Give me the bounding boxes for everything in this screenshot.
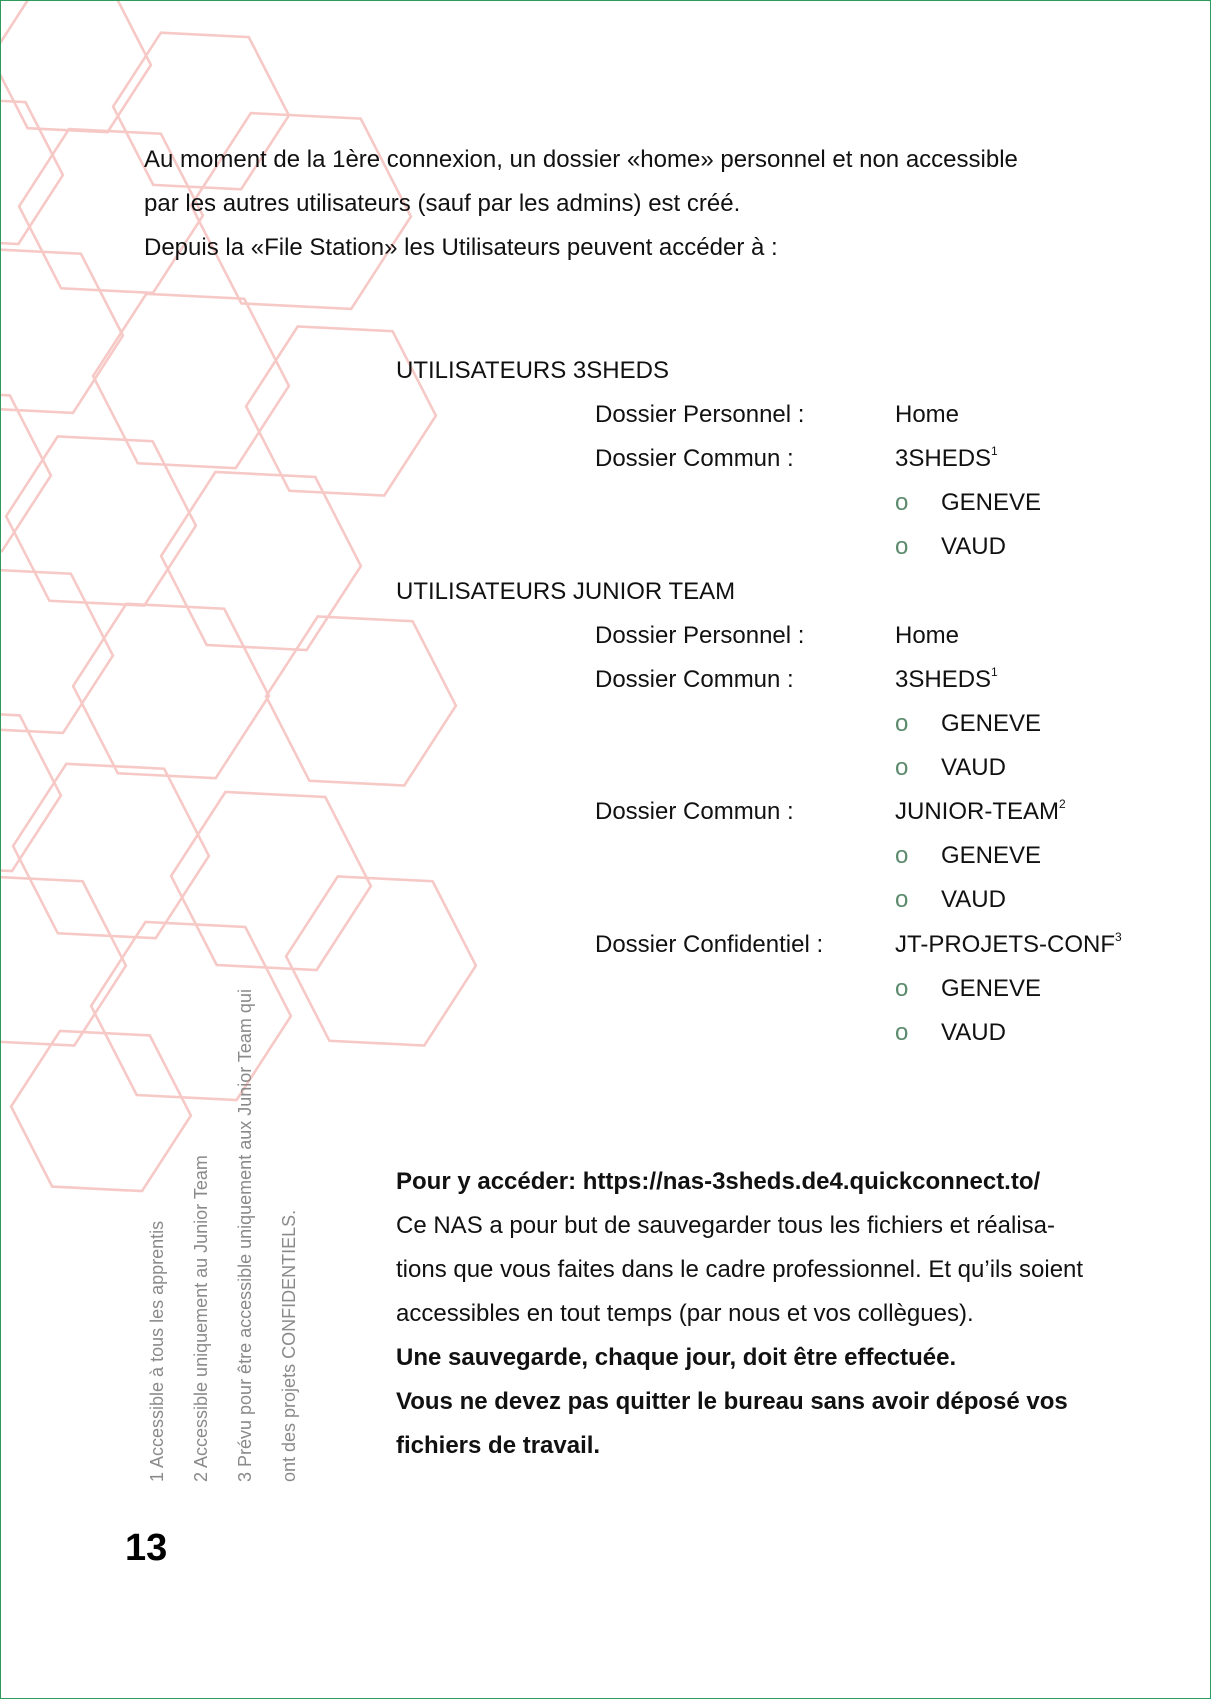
row-label: Dossier Commun : [595,798,794,825]
row-label: Dossier Commun : [595,666,794,693]
bullet-marker: o [895,710,909,737]
section-title-junior-team: UTILISATEURS JUNIOR TEAM [396,578,736,605]
bullet-marker: o [895,842,909,869]
hexagon-outline [171,792,371,970]
row-value: JUNIOR-TEAM$^2$ [895,797,1066,825]
row-value: 3SHEDS$^1$ [895,444,998,472]
hexagon-outline [93,294,289,468]
footnote: 3 Prévu pour être accessible uniquement aux Junior Team qui [235,989,255,1482]
access-link-line: Pour y accéder: https://nas-3sheds.de4.quickconnect.to/ [396,1168,1041,1195]
bullet-marker: o [895,1019,909,1046]
access-desc-line: accessibles en tout temps (par nous et vos collègues). [396,1300,974,1327]
access-desc-line: Ce NAS a pour but de sauvegarder tous les fichiers et réalisa- [396,1212,1056,1239]
bullet-item: VAUD [941,754,1006,781]
bullet-item: GENEVE [941,489,1042,516]
access-warning-line: fichiers de travail. [396,1432,601,1459]
row-label: Dossier Personnel : [595,401,805,428]
access-warning-line: Une sauvegarde, chaque jour, doit être effectuée. [396,1344,957,1371]
page-number: 13 [125,1527,168,1569]
footnote-ref: 3 [1115,930,1122,944]
footnote-ref: 1 [991,665,998,679]
row-label: Dossier Confidentiel : [595,931,824,958]
footnote: ont des projets CONFIDENTIELS. [279,1209,299,1482]
hexagon-outline [1,98,63,244]
footnote-ref: 1 [991,444,998,458]
row-value: JT-PROJETS-CONF$^3$ [895,930,1122,958]
row-label: Dossier Commun : [595,445,794,472]
row-value: Home [895,401,960,428]
section-title-3sheds: UTILISATEURS 3SHEDS [396,357,669,384]
hexagon-outline [1,249,123,413]
bullet-marker: o [895,886,909,913]
intro-line: par les autres utilisateurs (sauf par les admins) est créé. [144,190,741,217]
access-desc-line: tions que vous faites dans le cadre professionnel. Et qu’ils soient [396,1256,1084,1283]
intro-line: Au moment de la 1ère connexion, un dossier «home» personnel et non accessible [144,146,1018,173]
hexagon-outline [6,437,196,606]
row-label: Dossier Personnel : [595,622,805,649]
footnote-ref: 2 [1059,797,1066,811]
bullet-item: VAUD [941,886,1006,913]
bullet-item: GENEVE [941,842,1042,869]
hexagon-outline [1,711,61,871]
hexagon-outline [1,391,51,551]
hexagon-outline [266,617,456,786]
intro-paragraph [144,138,1018,270]
footnote: 1 Accessible à tous les apprentis [147,1220,167,1482]
row-value: 3SHEDS$^1$ [895,665,998,693]
hexagon-outline [286,877,476,1046]
access-paragraph [396,1160,1156,1468]
hexagon-outline [1,877,126,1046]
bullet-item: VAUD [941,533,1006,560]
bullet-item: GENEVE [941,975,1042,1002]
access-warning-line: Vous ne devez pas quitter le bureau sans avoir déposé vos [396,1388,1068,1415]
hexagon-outline [161,472,361,650]
bullet-marker: o [895,754,909,781]
bullet-marker: o [895,975,909,1002]
hexagon-outline [73,604,269,778]
bullet-marker: o [895,489,909,516]
hexagon-outline [1,1,151,132]
footnotes [135,962,305,1482]
bullet-item: VAUD [941,1019,1006,1046]
footnote: 2 Accessible uniquement au Junior Team [191,1155,211,1482]
intro-line: Depuis la «File Station» les Utilisateurs peuvent accéder à : [144,234,778,261]
hexagon-outline [13,764,209,938]
row-value: Home [895,622,960,649]
bullet-item: GENEVE [941,710,1042,737]
bullet-marker: o [895,533,909,560]
